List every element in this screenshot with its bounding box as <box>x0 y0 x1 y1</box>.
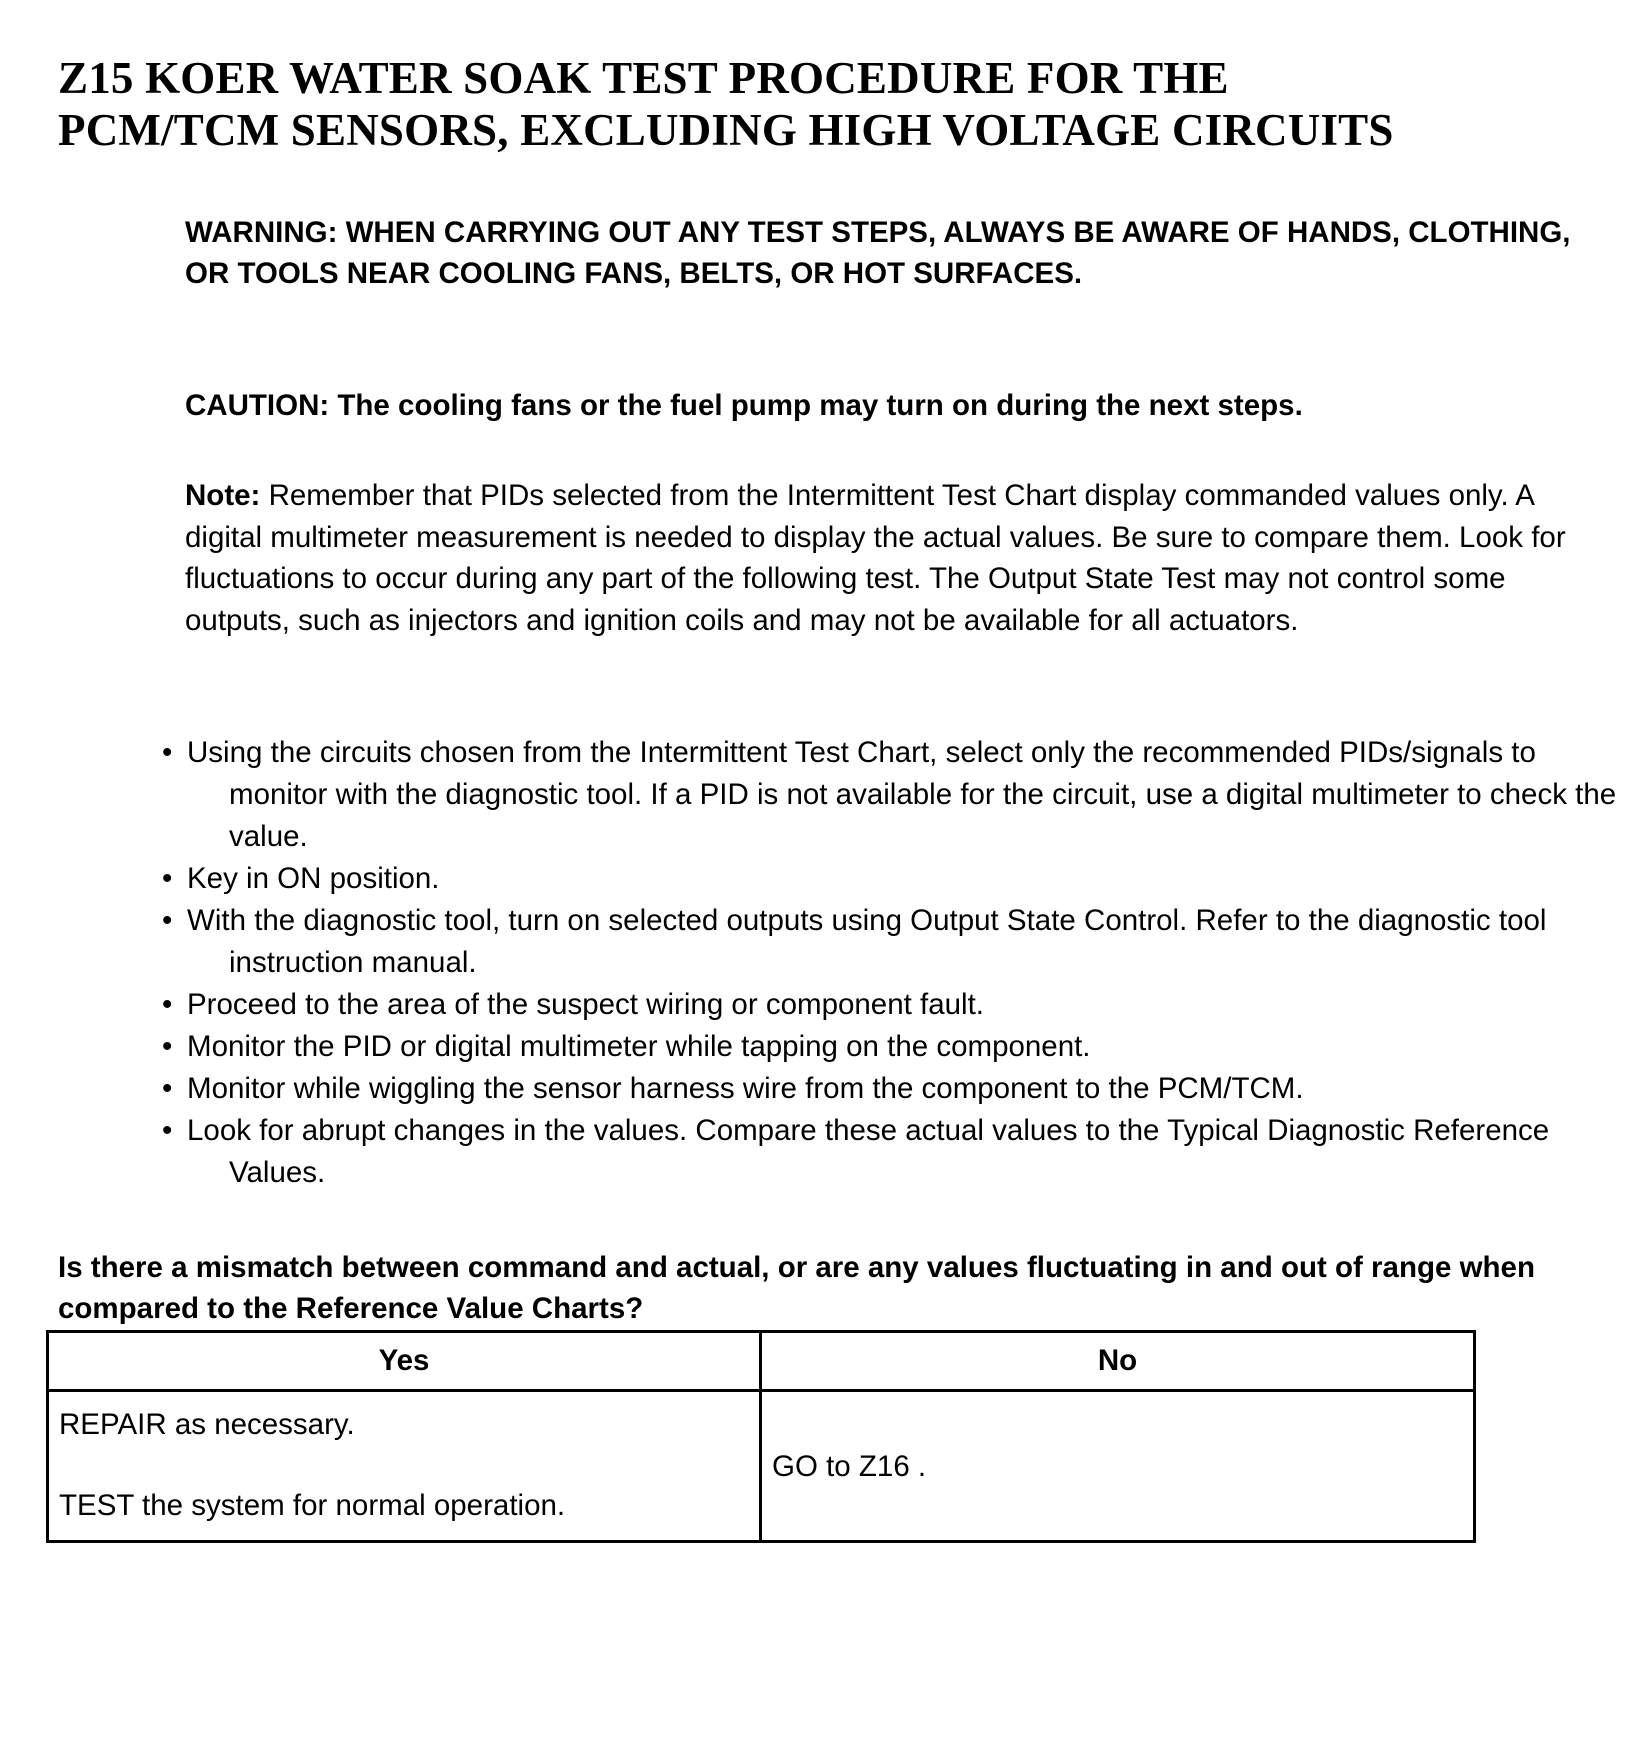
question-text: Is there a mismatch between command and actual, or are any values fluctuating in and out of range when compared to the Reference Value Charts? <box>58 1251 1535 1325</box>
step-text: Monitor the PID or digital multimeter while tapping on the component. <box>187 1030 1091 1063</box>
yes-cell <box>48 1391 761 1542</box>
bullet-icon: • <box>162 1114 173 1147</box>
yes-action-repair: REPAIR as necessary. <box>59 1408 355 1441</box>
step-text: Proceed to the area of the suspect wiring or component fault. <box>187 988 984 1021</box>
list-item <box>160 858 1620 900</box>
page-title <box>58 52 1618 156</box>
step-text: Look for abrupt changes in the values. Compare these actual values to the Typical Diagnostic Reference Values. <box>187 1114 1550 1189</box>
step-text: Using the circuits chosen from the Intermittent Test Chart, select only the recommended PIDs/signals to monitor with the diagnostic tool. If a PID is not available for the circuit, use a digital multimeter to check the value. <box>187 736 1617 853</box>
note-text: Remember that PIDs selected from the Intermittent Test Chart display commanded values only. A digital multimeter measurement is needed to display the actual values. Be sure to compare them. Look for fluctuations to occur during any part of the following test. The Output State Test may not control some outputs, such as injectors and ignition coils and may not be available for all actuators. <box>185 479 1566 637</box>
page-title-line-1: Z15 KOER WATER SOAK TEST PROCEDURE FOR THE <box>58 53 1229 103</box>
yes-action-test: TEST the system for normal operation. <box>59 1489 566 1522</box>
bullet-icon: • <box>162 988 173 1021</box>
list-item <box>160 732 1620 858</box>
page-title-line-2: PCM/TCM SENSORS, EXCLUDING HIGH VOLTAGE CIRCUITS <box>58 105 1394 155</box>
bullet-icon: • <box>162 1072 173 1105</box>
bullet-icon: • <box>162 736 173 769</box>
table-row <box>48 1391 1475 1542</box>
list-item <box>160 1026 1620 1068</box>
caution-text: CAUTION: The cooling fans or the fuel pump may turn on during the next steps. <box>185 389 1303 422</box>
list-item <box>160 900 1620 984</box>
step-text: With the diagnostic tool, turn on selected outputs using Output State Control. Refer to the diagnostic tool instruction manual. <box>187 904 1547 979</box>
bullet-icon: • <box>162 862 173 895</box>
result-table <box>46 1330 1476 1543</box>
yes-column-header: Yes <box>48 1332 761 1391</box>
list-item <box>160 984 1620 1026</box>
note-label: Note: <box>185 479 261 512</box>
step-text: Key in ON position. <box>187 862 440 895</box>
list-item <box>160 1068 1620 1110</box>
list-item <box>160 1110 1620 1194</box>
bullet-icon: • <box>162 904 173 937</box>
no-cell: GO to Z16 . <box>761 1391 1475 1542</box>
procedure-steps-list <box>160 732 1620 1194</box>
step-text: Monitor while wiggling the sensor harness wire from the component to the PCM/TCM. <box>187 1072 1304 1105</box>
warning-text: WARNING: WHEN CARRYING OUT ANY TEST STEPS, ALWAYS BE AWARE OF HANDS, CLOTHING, OR TOOLS NEAR COOLING FANS, BELTS, OR HOT SURFACES. <box>185 216 1571 290</box>
note-paragraph <box>185 475 1605 641</box>
bullet-icon: • <box>162 1030 173 1063</box>
table-header-row <box>48 1332 1475 1391</box>
no-column-header: No <box>761 1332 1475 1391</box>
